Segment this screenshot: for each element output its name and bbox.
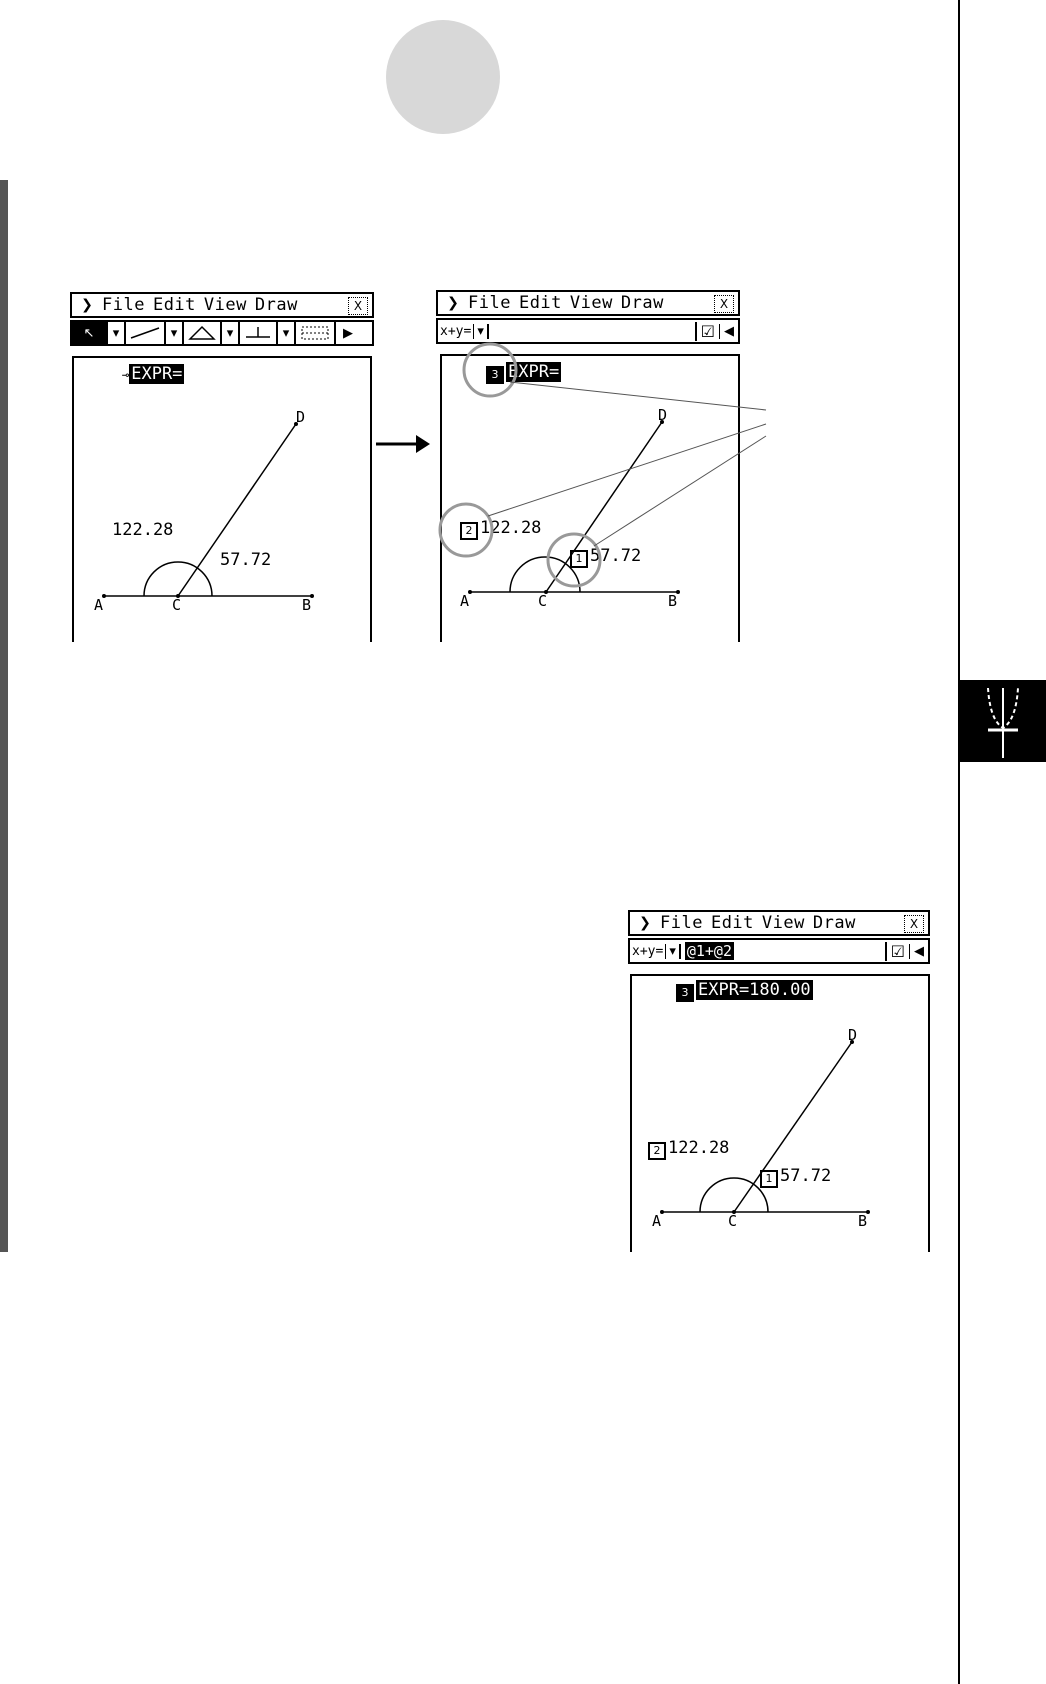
chapter-tab — [960, 680, 1046, 762]
perpendicular-dropdown-icon[interactable]: ▾ — [278, 322, 296, 344]
line-dropdown-icon[interactable]: ▾ — [166, 322, 184, 344]
point-c-label: C — [728, 1212, 738, 1230]
geometry-canvas[interactable] — [630, 974, 930, 1252]
screen-result — [628, 910, 930, 1252]
menu-file[interactable]: File — [660, 913, 703, 933]
menu-edit[interactable]: Edit — [710, 913, 754, 933]
prefix-dropdown-icon[interactable]: ▾ — [666, 944, 681, 959]
angle-small-label[interactable]: 57.72 — [220, 550, 272, 570]
leader-line-large — [488, 424, 766, 516]
left-arrow-icon[interactable]: ◀ — [719, 324, 738, 339]
expr-measure[interactable]: 3 EXPR=180.00 — [676, 980, 813, 1002]
menu-draw[interactable]: Draw — [812, 913, 856, 933]
menu-draw[interactable]: Draw — [620, 293, 664, 313]
point-a-label: A — [460, 592, 470, 610]
angle-small-measure[interactable]: 1 57.72 — [570, 546, 641, 568]
menu-file[interactable]: File — [468, 293, 511, 313]
point-d-label: D — [296, 408, 306, 426]
entry-bar — [628, 938, 930, 964]
callout-circle-small — [548, 534, 600, 586]
point-b-label: B — [858, 1212, 868, 1230]
menu-edit[interactable]: Edit — [152, 295, 196, 315]
leader-line-expr — [510, 382, 766, 410]
left-arrow-icon[interactable]: ◀ — [909, 944, 928, 959]
menu-chevron-icon[interactable]: ❯ — [81, 297, 93, 313]
check-icon[interactable]: ☑ — [885, 942, 909, 961]
point-d-label: D — [658, 406, 668, 424]
callout-circle-large — [440, 504, 492, 556]
check-icon[interactable]: ☑ — [695, 322, 719, 341]
menu-chevron-icon[interactable]: ❯ — [639, 915, 651, 931]
menu-edit[interactable]: Edit — [518, 293, 562, 313]
menu-view[interactable]: View — [203, 295, 247, 315]
callout-overlay — [0, 0, 960, 700]
point-a-label: A — [652, 1212, 662, 1230]
callout-circle-expr — [464, 344, 516, 396]
expression-prefix[interactable]: x+y= — [438, 324, 474, 339]
menu-view[interactable]: View — [569, 293, 613, 313]
point-b-label: B — [302, 596, 312, 614]
point-a-label: A — [94, 596, 104, 614]
prefix-dropdown-icon[interactable]: ▾ — [474, 324, 489, 339]
angle-large-label[interactable]: 122.28 — [112, 520, 174, 540]
select-dropdown-icon[interactable]: ▾ — [108, 322, 126, 344]
select-tool-button[interactable]: ↖ — [72, 322, 108, 344]
close-icon[interactable]: X — [348, 297, 368, 315]
geometry-icon — [960, 680, 1046, 762]
triangle-dropdown-icon[interactable]: ▾ — [222, 322, 240, 344]
toolbar-scroll-right-icon[interactable]: ▶ — [343, 325, 353, 341]
menu-draw[interactable]: Draw — [254, 295, 298, 315]
expr-measure[interactable]: ⊸ EXPR= — [122, 364, 183, 384]
menu-file[interactable]: File — [102, 295, 145, 315]
close-icon[interactable]: X — [904, 915, 924, 933]
point-b-label: B — [668, 592, 678, 610]
point-d-label: D — [848, 1026, 858, 1044]
angle-large-measure[interactable]: 2 122.28 — [460, 518, 541, 540]
point-c-label: C — [172, 596, 182, 614]
menu-view[interactable]: View — [761, 913, 805, 933]
expr-measure[interactable]: 3 EXPR= — [486, 362, 561, 384]
angle-small-measure[interactable]: 1 57.72 — [760, 1166, 831, 1188]
expression-prefix[interactable]: x+y= — [630, 944, 666, 959]
menu-bar — [628, 910, 930, 936]
menu-chevron-icon[interactable]: ❯ — [447, 295, 459, 311]
angle-large-measure[interactable]: 2 122.28 — [648, 1138, 729, 1160]
expression-field[interactable]: @1+@2 — [686, 942, 732, 960]
close-icon[interactable]: X — [714, 295, 734, 313]
construction-figure — [632, 976, 932, 1254]
point-c-label: C — [538, 592, 548, 610]
